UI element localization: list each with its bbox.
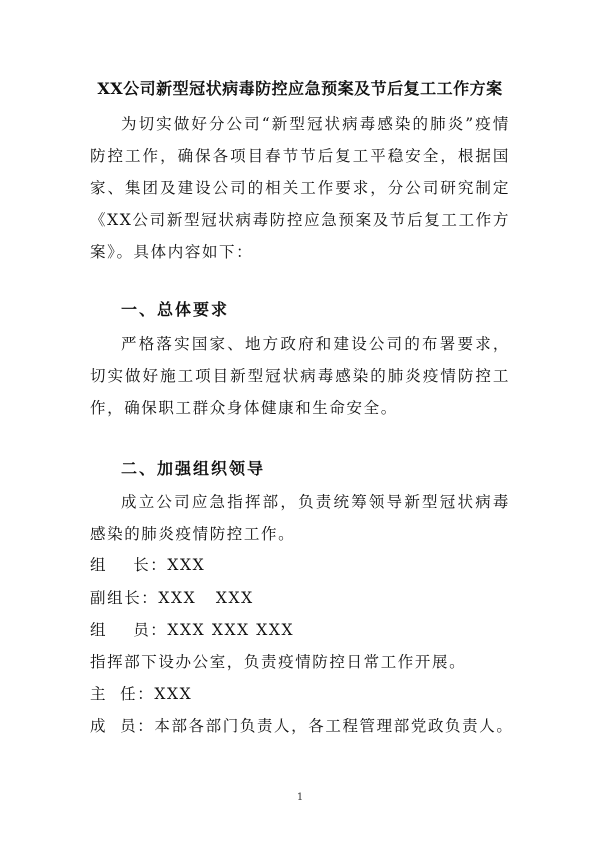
general-requirements-paragraph: 严格落实国家、地方政府和建设公司的布署要求，切实做好施工项目新型冠状病毒感染的肺炎疫情防控工作，确保职工群众身体健康和生命安全。 <box>90 335 510 417</box>
members-line: 组 员：XXX XXX XXX <box>90 621 295 639</box>
intro-paragraph: 为切实做好分公司“新型冠状病毒感染的肺炎”疫情防控工作，确保各项目春节节后复工平稳安全，根据国家、集团及建设公司的相关工作要求，分公司研究制定《XX公司新型冠状病毒防控应急预案及节后复工工作方案》。具体内容如下： <box>90 115 510 261</box>
section-heading-organization: 二、加强组织领导 <box>121 459 266 478</box>
deputy-leader-line: 副组长：XXX XXX <box>90 589 254 607</box>
organization-paragraph: 成立公司应急指挥部，负责统筹领导新型冠状病毒感染的肺炎疫情防控工作。 <box>90 493 510 543</box>
leader-line: 组 长：XXX <box>90 556 206 574</box>
staff-line: 成 员：本部各部门负责人，各工程管理部党政负责人。 <box>90 717 514 735</box>
office-line: 指挥部下设办公室，负责疫情防控日常工作开展。 <box>90 653 467 671</box>
section-heading-general-requirements: 一、总体要求 <box>121 300 230 319</box>
director-line: 主 任：XXX <box>90 685 193 703</box>
document-title: XX公司新型冠状病毒防控应急预案及节后复工工作方案 <box>97 79 503 98</box>
page-number: 1 <box>296 792 304 803</box>
